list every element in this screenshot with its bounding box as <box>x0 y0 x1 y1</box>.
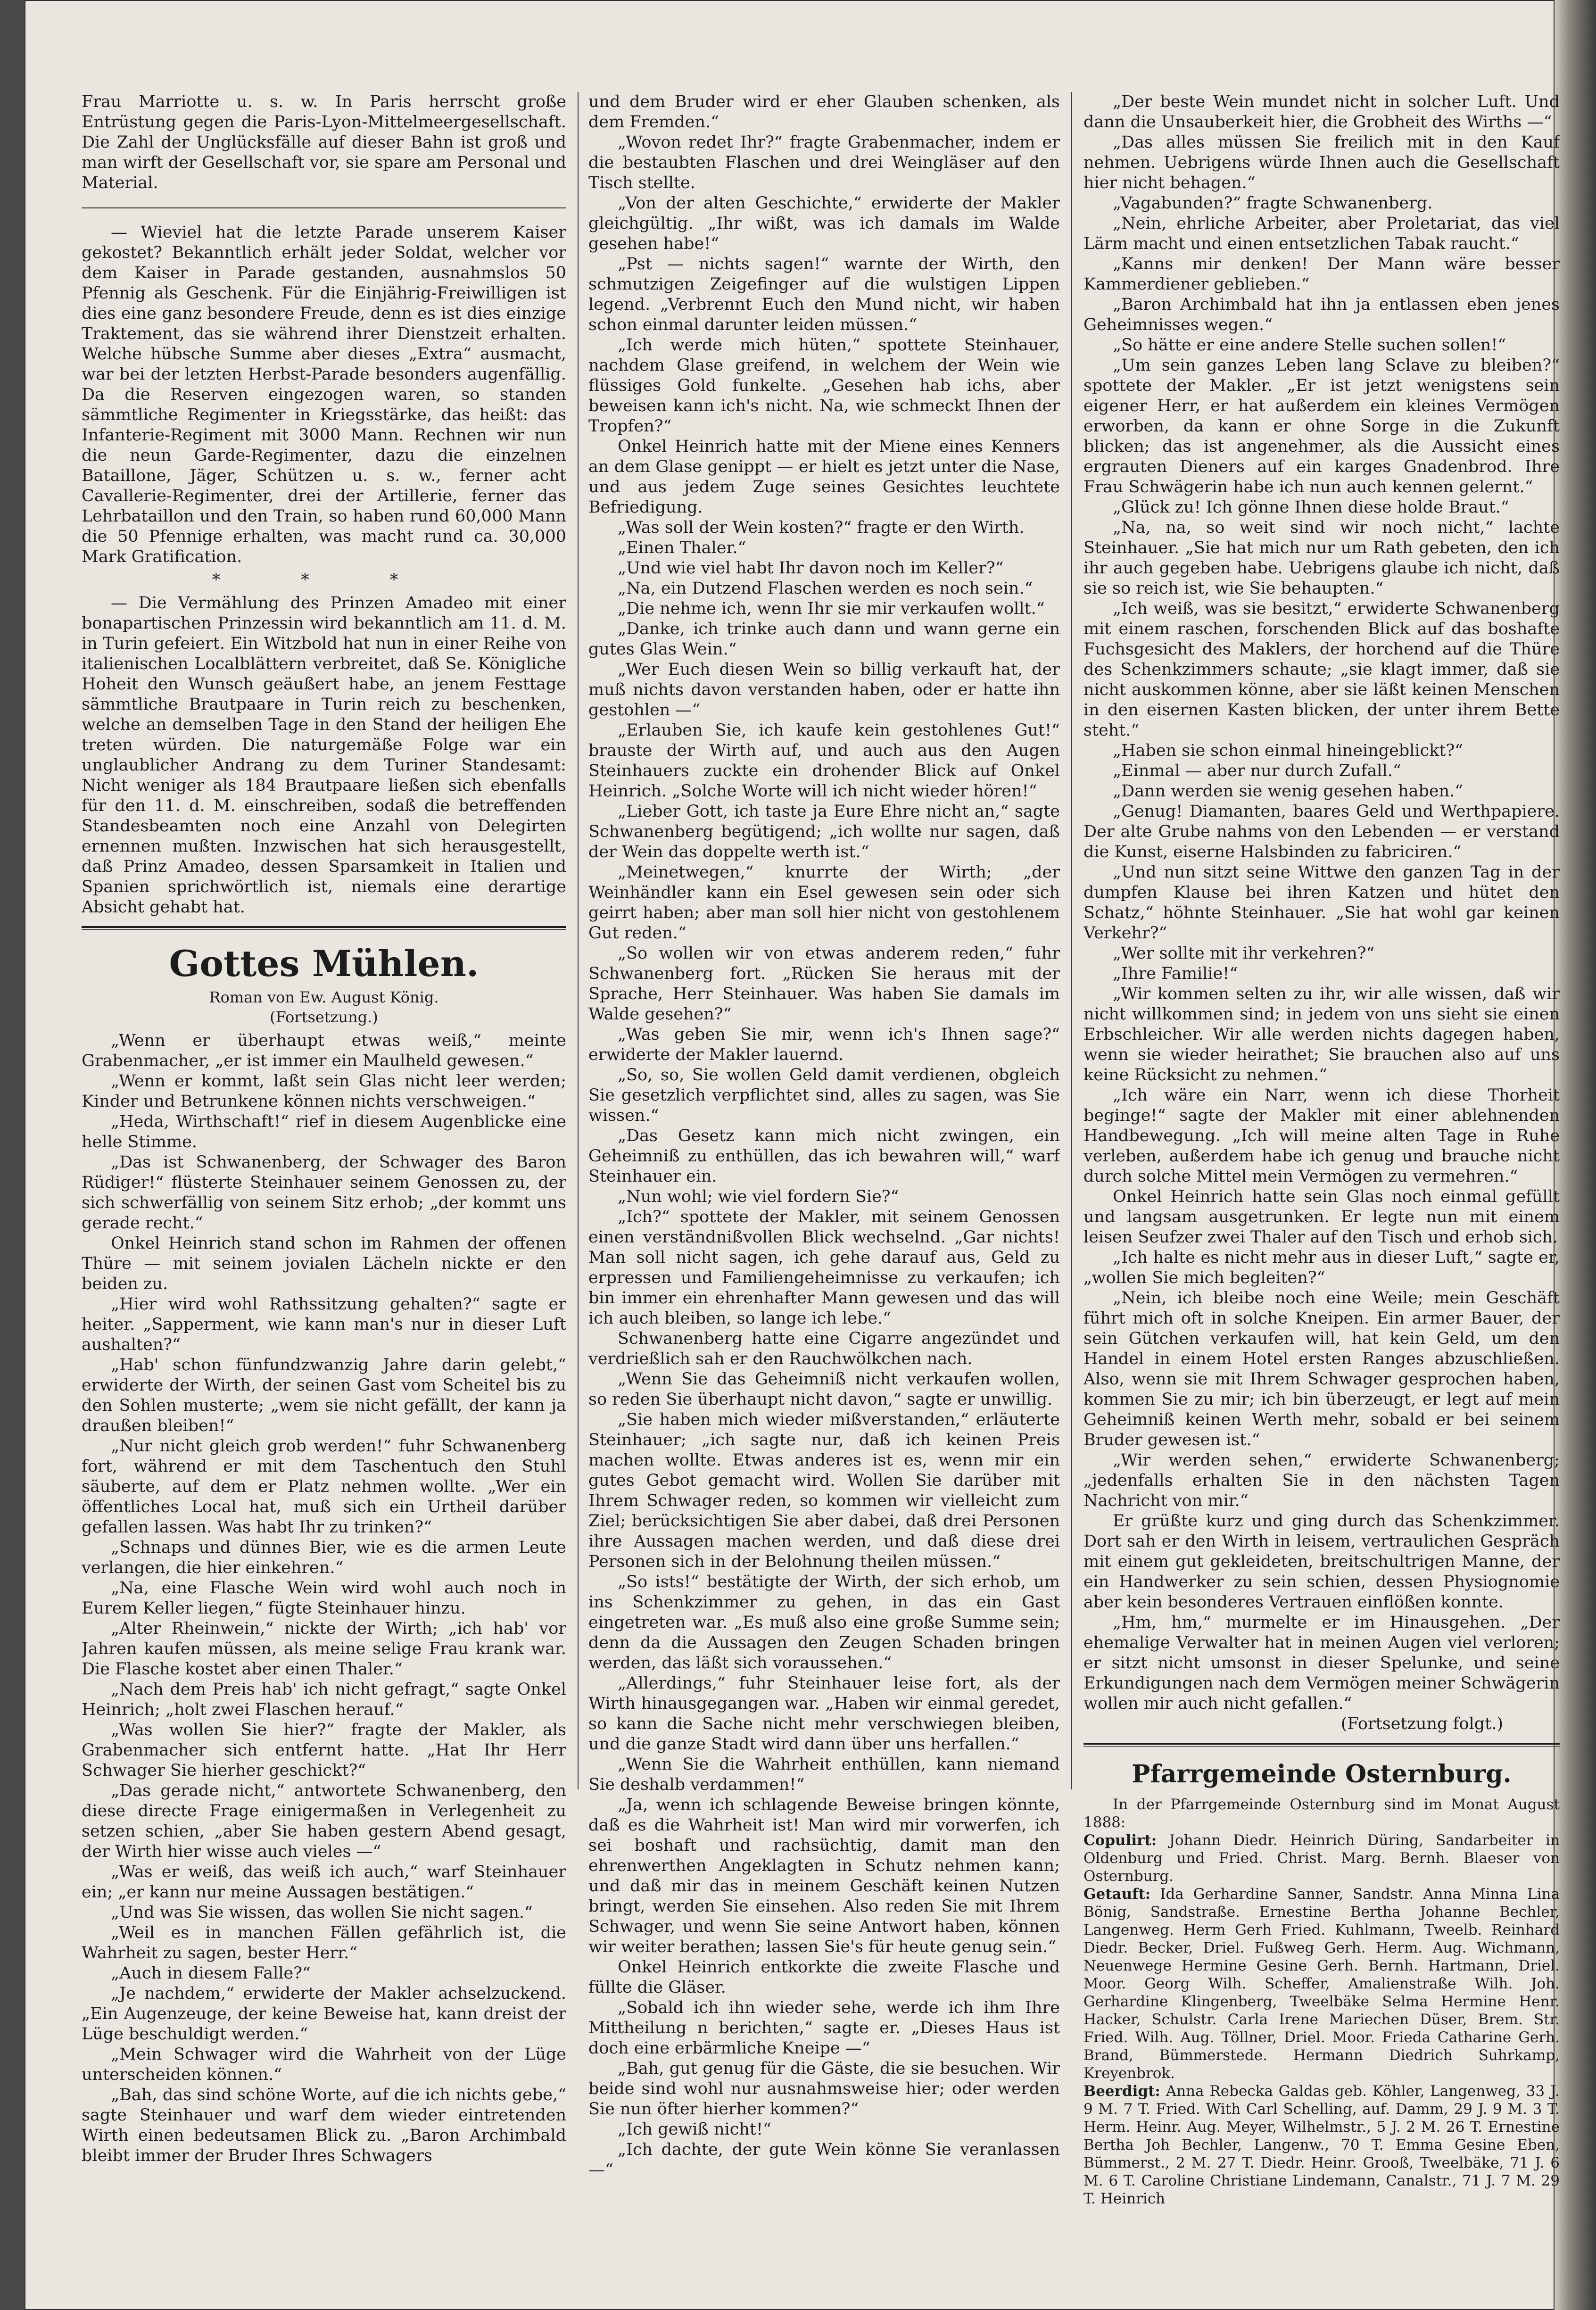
paragraph: „Die nehme ich, wenn Ihr sie mir verkaufen wollt.“ <box>618 599 1045 618</box>
paragraph: „Lieber Gott, ich taste ja Eure Ehre nicht an,“ sagte Schwanenberg begütigend; „ich wollte nur sagen, daß der Wein das doppelte werth ist.“ <box>588 802 1060 861</box>
beerdigt-label: Beerdigt: <box>1083 2083 1160 2100</box>
paragraph: „Was soll der Wein kosten?“ fragte er den Wirth. <box>618 518 1025 537</box>
paragraph: „Ich halte es nicht mehr aus in dieser Luft,“ sagte er, „wollen Sie mich begleiten?“ <box>1083 1248 1560 1287</box>
paragraph: „Wer Euch diesen Wein so billig verkauft hat, der muß nichts davon verstanden haben, oder er hatte ihn gestohlen —“ <box>588 660 1060 720</box>
paragraph: „Pst — nichts sagen!“ warnte der Wirth, den schmutzigen Zeigefinger auf die wulstigen Lippen legend. „Verbrennt Euch den Mund nicht, wir haben schon einmal darunter leiden müssen.“ <box>588 255 1060 334</box>
paragraph: „Kanns mir denken! Der Mann wäre besser Kammerdiener geblieben.“ <box>1083 255 1560 294</box>
paragraph: „Nun wohl; wie viel fordern Sie?“ <box>618 1187 899 1206</box>
copulirt-label: Copulirt: <box>1083 1832 1157 1849</box>
paragraph: „Das ist Schwanenberg, der Schwager des Baron Rüdiger!“ flüsterte Steinhauer seinem Genossen zu, der sich schwerfällig von seinem Sitz erhob; „der kommt uns gerade recht.“ <box>82 1153 566 1233</box>
paragraph: „Wenn er kommt, laßt sein Glas nicht leer werden; Kinder und Betrunkene können nichts verschweigen.“ <box>82 1072 566 1111</box>
paragraph: „Was geben Sie mir, wenn ich's Ihnen sage?“ erwiderte der Makler lauernd. <box>588 1025 1060 1064</box>
paragraph: „Wir werden sehen,“ erwiderte Schwanenberg; „jedenfalls erhalten Sie in den nächsten Tagen Nachricht von mir.“ <box>1083 1451 1560 1510</box>
paragraph: „Nein, ich bleibe noch eine Weile; mein Geschäft führt mich oft in solche Kneipen. Ein armer Bauer, der sein Gütchen verkaufen will, hat kein Geld, um den Handel in einem Hotel ersten Ranges abzuschließen. Also, wenn sie mit Ihrem Schwager gesprochen haben, kommen Sie zu mir; ich bin überzeugt, er legt auf mein Geheimniß keinen Werth mehr, sobald er bei seinem Bruder gewesen ist.“ <box>1083 1289 1560 1449</box>
paragraph: und dem Bruder wird er eher Glauben schenken, als dem Fremden.“ <box>588 92 1060 132</box>
paragraph: „Sie haben mich wieder mißverstanden,“ erläuterte Steinhauer; „ich sagte nur, daß ich keinen Preis machen wollte. Etwas anderes ist es, wenn mir ein gutes Gebot gemacht wird. Wollen Sie darüber mit Ihrem Schwager reden, so kommen wir vielleicht zum Ziel; berücksichtigen Sie aber dabei, daß drei Personen ihre Aussagen machen werden, und daß diese drei Personen sich in der Belohnung theilen müssen.“ <box>588 1410 1060 1571</box>
novel-title: Gottes Mühlen. <box>169 943 479 985</box>
paragraph: „Meinetwegen,“ knurrte der Wirth; „der Weinhändler kann ein Esel gewesen sein oder sich geirrt haben; aber man soll hier nicht von gestohlenem Gut reden.“ <box>588 863 1060 943</box>
paragraph: „Wenn Sie die Wahrheit enthüllen, kann niemand Sie deshalb verdammen!“ <box>588 1755 1060 1794</box>
paragraph: „Was wollen Sie hier?“ fragte der Makler, als Grabenmacher sich entfernt hatte. „Hat Ihr Herr Schwager Sie hierher geschickt?“ <box>82 1721 566 1780</box>
column-1 <box>82 92 566 2266</box>
getauft-list: Ida Gerhardine Sanner, Sandstr. Anna Minna Lina Bönig, Sandstraße. Ernestine Bertha Johanne Bechler, Langenweg. Herm Gerh Fried. Kuhlmann, Tweelb. Reinhard Diedr. Becker, Driel. Fußweg Gerh. Herm. Aug. Wichmann, Neuenwege Hermine Gesine Gerh. Bernh. Hartmann, Driel. Moor. Georg Wilh. Scheffer, Amalienstraße Wilh. Joh. Gerhardine Klingenberg, Tweelbäke Selma Hermine Henr. Hacker, Schulstr. Carla Irene Mariechen Düser, Brem. Str. Fried. Wilh. Aug. Töllner, Driel. Moor. Frieda Catharine Gerh. Brand, Bümmerstede. Hermann Diedrich Suhrkamp, Kreyenbrok. <box>1083 1886 1560 2082</box>
column-3 <box>1083 92 1560 2266</box>
paragraph: „So hätte er eine andere Stelle suchen sollen!“ <box>1113 336 1506 355</box>
novel-text <box>1083 92 1560 1714</box>
paragraph: „Danke, ich trinke auch dann und wann gerne ein gutes Glas Wein.“ <box>588 620 1060 659</box>
paragraph: „Hm, hm,“ murmelte er im Hinausgehen. „Der ehemalige Verwalter hat in meinen Augen viel verloren; er sitzt nicht umsonst in dieser Spelunke, und seine Erkundigungen nach dem Vermögen meiner Schwägerin wollen mir auch nicht gefallen.“ <box>1083 1613 1560 1713</box>
paragraph: „Was er weiß, das weiß ich auch,“ warf Steinhauer ein; „er kann nur meine Aussagen bestätigen.“ <box>82 1863 566 1902</box>
column-rule <box>1071 92 1072 1789</box>
getauft-label: Getauft: <box>1083 1886 1151 1903</box>
paragraph: „Das Gesetz kann mich nicht zwingen, ein Geheimniß zu enthüllen, das ich bewahren will,“ warf Steinhauer ein. <box>588 1126 1060 1186</box>
parish-intro: In der Pfarrgemeinde Osternburg sind im Monat August 1888: <box>1083 1796 1560 1831</box>
paragraph: Onkel Heinrich hatte sein Glas noch einmal gefüllt und langsam ausgetrunken. Er legte nun mit einem leisen Seufzer zwei Thaler auf den Tisch und erhob sich. <box>1083 1187 1560 1247</box>
separator-heavy <box>82 926 566 930</box>
paragraph: „Um sein ganzes Leben lang Sclave zu bleiben?“ spottete der Makler. „Er ist jetzt wenigstens sein eigener Herr, er hat außerdem ein kleines Vermögen erworben, da kann er ohne Sorge in die Zukunft blicken; das ist angenehmer, als die Aussicht eines ergrauten Dieners auf ein karges Gnadenbrod. Ihre Frau Schwägerin habe ich nun auch kennen gelernt.“ <box>1083 356 1560 497</box>
paragraph: „Der beste Wein mundet nicht in solcher Luft. Und dann die Unsauberkeit hier, die Grobheit des Wirths —“ <box>1083 92 1560 132</box>
news-paris-rail: Frau Marriotte u. s. w. In Paris herrscht große Entrüstung gegen die Paris-Lyon-Mittelmeergesellschaft. Die Zahl der Unglücksfälle auf dieser Bahn ist groß und man wirft der Gesellschaft vor, sie spare am Personal und Material. <box>82 92 566 192</box>
paragraph: „Hab' schon fünfundzwanzig Jahre darin gelebt,“ erwiderte der Wirth, der seinen Gast vom Scheitel bis zu den Sohlen musterte; „wem sie nicht gefällt, der kann ja draußen bleiben!“ <box>82 1356 566 1435</box>
paragraph: „Ja, wenn ich schlagende Beweise bringen könnte, daß es die Wahrheit ist! Man wird mir vorwerfen, ich sei boshaft und rachsüchtig, damit man den ehrenwerthen Angeklagten in Schutz nehmen kann; und daß mir das in meinem Geschäft keinen Nutzen bringt, werden Sie einsehen. Also reden Sie mit Ihrem Schwager, und wenn Sie seine Antwort haben, können wir weiter berathen; lassen Sie's für heute genug sein.“ <box>588 1796 1060 1956</box>
section-stars: * * * <box>212 571 436 589</box>
novel-text <box>82 1031 566 2166</box>
beerdigt-list: Anna Rebecka Galdas geb. Köhler, Langenweg, 33 J. 9 M. 7 T. Fried. With Carl Schelling, auf. Damm, 29 J. 9 M. 3 T. Herm. Heinr. Aug. Meyer, Wilhelmstr., 5 J. 2 M. 26 T. Ernestine Bertha Joh Bechler, Langenw., 70 T. Emma Gesine Eben, Bümmerst., 2 M. 27 T. Diedr. Heinr. Grooß, Tweelbäke, 71 J. 6 M. 6 T. Caroline Christiane Lindemann, Canalstr., 71 J. 7 M. 29 T. Heinrich <box>1083 2083 1560 2207</box>
paragraph: „Dann werden sie wenig gesehen haben.“ <box>1113 782 1464 801</box>
paragraph: „So, so, Sie wollen Geld damit verdienen, obgleich Sie gesetzlich verpflichtet sind, alles zu sagen, was Sie wissen.“ <box>588 1066 1060 1125</box>
paragraph: Onkel Heinrich entkorkte die zweite Flasche und füllte die Gläser. <box>588 1958 1060 1997</box>
paragraph: „Nach dem Preis hab' ich nicht gefragt,“ sagte Onkel Heinrich; „holt zwei Flaschen herauf.“ <box>82 1680 566 1719</box>
paragraph: „Und wie viel habt Ihr davon noch im Keller?“ <box>618 559 1004 578</box>
separator-heavy <box>1083 1743 1560 1747</box>
paragraph: „Baron Archimbald hat ihn ja entlassen eben jenes Geheimnisses wegen.“ <box>1083 295 1560 334</box>
news-parade: — Wieviel hat die letzte Parade unserem Kaiser gekostet? Bekanntlich erhält jeder Soldat, welcher vor dem Kaiser in Parade gestanden, ausnahmslos 50 Pfennig als Geschenk. Für die Einjährig-Freiwilligen ist dies eine ganz besondere Freude, denn es ist dies einzige Traktement, das sie während ihrer Dienstzeit erhalten. Welche hübsche Summe aber dieses „Extra“ ausmacht, war bei der letzten Herbst-Parade besonders augenfällig. Da die Reserven eingezogen waren, so standen sämmtliche Regimenter in Kriegsstärke, das heißt: das Infanterie-Regiment mit 3000 Mann. Rechnen wir nun die neun Garde-Regimenter, dazu die einzelnen Bataillone, Jäger, Schützen u. s. w., ferner acht Cavallerie-Regimenter, drei der Artillerie, ferner das Lehrbataillon und den Train, so haben rund 60,000 Mann die 50 Pfennige erhalten, was macht rund ca. 30,000 Mark Gratification. <box>82 223 566 566</box>
paragraph: „Nein, ehrliche Arbeiter, aber Proletariat, das viel Lärm macht und einen entsetzlichen Tabak raucht.“ <box>1083 214 1560 253</box>
paragraph: „Ihre Familie!“ <box>1113 964 1238 983</box>
paragraph: „Glück zu! Ich gönne Ihnen diese holde Braut.“ <box>1113 498 1509 517</box>
paragraph: „Bah, das sind schöne Worte, auf die ich nichts gebe,“ sagte Steinhauer und warf dem wieder eintretenden Wirth einen bedeutsamen Blick zu. „Baron Archimbald bleibt immer der Bruder Ihres Schwagers <box>82 2086 566 2165</box>
paragraph: „Mein Schwager wird die Wahrheit von der Lüge unterscheiden können.“ <box>82 2045 566 2084</box>
page-edge-shadow <box>1555 0 1596 2310</box>
paragraph: „Wovon redet Ihr?“ fragte Grabenmacher, indem er die bestaubten Flaschen und drei Weingläser auf den Tisch stellte. <box>588 133 1060 192</box>
paragraph: „Bah, gut genug für die Gäste, die sie besuchen. Wir beide sind wohl nur ausnahmsweise hier; oder werden Sie nun öfter hierher kommen?“ <box>588 2059 1060 2119</box>
paragraph: „Hier wird wohl Rathssitzung gehalten?“ sagte er heiter. „Sapperment, wie kann man's nur in dieser Luft aushalten?“ <box>82 1295 566 1354</box>
paragraph: „Allerdings,“ fuhr Steinhauer leise fort, als der Wirth hinausgegangen war. „Haben wir einmal geredet, so kann die Sache nicht mehr verschwiegen bleiben, und die ganze Stadt wird dann über uns herfallen.“ <box>588 1674 1060 1754</box>
copulirt-list: Johann Diedr. Heinrich Düring, Sandarbeiter in Oldenburg und Fried. Christ. Marg. Bernh. Blaeser von Osternburg. <box>1083 1832 1560 1885</box>
novel-continuation: (Fortsetzung.) <box>270 1008 378 1026</box>
paragraph: „Heda, Wirthschaft!“ rief in diesem Augenblicke eine helle Stimme. <box>82 1112 566 1151</box>
paragraph: „Genug! Diamanten, baares Geld und Werthpapiere. Der alte Grube nahms von den Lebenden — er verstand die Kunst, eiserne Halsbinden zu fabriciren.“ <box>1083 802 1560 861</box>
paragraph: Onkel Heinrich hatte mit der Miene eines Kenners an dem Glase genippt — er hielt es jetzt unter die Nase, und aus jedem Zuge seines Gesichtes leuchtete Befriedigung. <box>588 437 1060 517</box>
paragraph: „Und was Sie wissen, das wollen Sie nicht sagen.“ <box>111 1903 533 1922</box>
paragraph: „Schnaps und dünnes Bier, wie es die armen Leute verlangen, die hier einkehren.“ <box>82 1538 566 1577</box>
paragraph: „Nur nicht gleich grob werden!“ fuhr Schwanenberg fort, während er mit dem Taschentuch den Stuhl säuberte, auf dem er Platz nehmen wollte. „Wer ein öffentliches Local hat, muß sich ein Urtheil darüber gefallen lassen. Was habt Ihr zu trinken?“ <box>82 1437 566 1537</box>
paragraph: „So wollen wir von etwas anderem reden,“ fuhr Schwanenberg fort. „Rücken Sie heraus mit der Sprache, Herr Steinhauer. Was haben Sie damals im Walde gesehen?“ <box>588 944 1060 1024</box>
paragraph: „Auch in diesem Falle?“ <box>111 1964 311 1983</box>
paragraph: „Ich weiß, was sie besitzt,“ erwiderte Schwanenberg mit einem raschen, forschenden Blick auf das boshafte Fuchsgesicht des Maklers, der horchend auf die Thüre des Schenkzimmers schaute; „sie klagt immer, daß sie nicht auskommen könne, aber sie läßt keinen Menschen in den eisernen Kasten blicken, der unter ihrem Bette steht.“ <box>1083 599 1560 740</box>
paragraph: „Haben sie schon einmal hineingeblickt?“ <box>1113 741 1464 760</box>
paragraph: „Einmal — aber nur durch Zufall.“ <box>1113 762 1401 780</box>
parish-title: Pfarrgemeinde Osternburg. <box>1132 1760 1512 1788</box>
separator <box>82 207 566 208</box>
paragraph: „Na, na, so weit sind wir noch nicht,“ lachte Steinhauer. „Sie hat mich nur um Rath gebeten, den ich ihr auch gegeben habe. Uebrigens glaube ich nicht, daß sie so reich ist, wie Sie behaupten.“ <box>1083 518 1560 598</box>
paragraph: „Je nachdem,“ erwiderte der Makler achselzuckend. „Ein Augenzeuge, der keine Beweise hat, kann dreist der Lüge beschuldigt werden.“ <box>82 1984 566 2044</box>
paragraph: „Ich werde mich hüten,“ spottete Steinhauer, nachdem Glase greifend, in welchem der Wein wie flüssiges Gold funkelte. „Gesehen hab ichs, aber beweisen kann ich's nicht. Na, wie schmeckt Ihnen der Tropfen?“ <box>588 336 1060 436</box>
paragraph: „Sobald ich ihn wieder sehe, werde ich ihm Ihre Mittheilung n berichten,“ sagte er. „Dieses Haus ist doch eine erbärmliche Kneipe —“ <box>588 1998 1060 2058</box>
paragraph: „Wer sollte mit ihr verkehren?“ <box>1113 944 1375 963</box>
news-wedding: — Die Vermählung des Prinzen Amadeo mit einer bonapartischen Prinzessin wird bekanntlich am 11. d. M. in Turin gefeiert. Ein Witzbold hat nun in einer Reihe von italienischen Localblättern verbreitet, daß Se. Königliche Hoheit den Wunsch geäußert habe, an jenem Festtage sämmtliche Brautpaare in Turin reich zu beschenken, welche an demselben Tage in den Stand der heiligen Ehe treten würden. Die naturgemäße Folge war ein unglaublicher Andrang zu dem Turiner Standesamt: Nicht weniger als 184 Brautpaare ließen sich ebenfalls für den 11. d. M. einschreiben, sodaß die betreffenden Standesbeamten noch eine Anzahl von Delegirten ernennen mußten. Inzwischen hat sich herausgestellt, daß Prinz Amadeo, dessen Sparsamkeit in Italien und Spanien sprichwörtlich ist, niemals eine derartige Absicht gehabt hat. <box>82 594 566 917</box>
paragraph: Er grüßte kurz und ging durch das Schenkzimmer. Dort sah er den Wirth in leisem, vertraulichen Gespräch mit einem gut gekleideten, breitschultrigen Manne, der ein Handwerker zu sein schien, dessen Physiognomie aber kein besonderes Vertrauen einflößen konnte. <box>1083 1512 1560 1612</box>
paragraph: „Ich dachte, der gute Wein könne Sie veranlassen —“ <box>588 2140 1060 2179</box>
paragraph: „Na, eine Flasche Wein wird wohl auch noch in Eurem Keller liegen,“ fügte Steinhauer hinzu. <box>82 1579 566 1618</box>
paragraph: „Vagabunden?“ fragte Schwanenberg. <box>1113 194 1433 213</box>
paragraph: „So ists!“ bestätigte der Wirth, der sich erhob, um ins Schenkzimmer zu gehen, in das ein Gast eingetreten war. „Es muß also eine große Summe sein; denn da die Aussagen den Zeugen Schaden bringen werden, das läßt sich voraussehen.“ <box>588 1573 1060 1672</box>
paragraph: „Einen Thaler.“ <box>618 538 746 557</box>
paragraph: „Weil es in manchen Fällen gefährlich ist, die Wahrheit zu sagen, bester Herr.“ <box>82 1923 566 1962</box>
novel-byline: Roman von Ew. August König. <box>209 988 439 1006</box>
paragraph: „Das gerade nicht,“ antwortete Schwanenberg, den diese directe Frage einigermaßen in Verlegenheit zu setzen schien, „aber Sie haben gestern Abend gesagt, der Wirth hier wisse auch vieles —“ <box>82 1781 566 1861</box>
paragraph: „Ich gewiß nicht!“ <box>618 2120 771 2139</box>
paragraph: „Wir kommen selten zu ihr, wir alle wissen, daß wir nicht willkommen sind; in jedem von uns sieht sie einen Erbschleicher. Wir alle werden nichts dagegen haben, wenn sie wieder heirathet; Sie brauchen also auf uns keine Rücksicht zu nehmen.“ <box>1083 985 1560 1085</box>
paragraph: „Na, ein Dutzend Flaschen werden es noch sein.“ <box>618 579 1033 598</box>
paragraph: „Und nun sitzt seine Wittwe den ganzen Tag in der dumpfen Klause bei ihren Katzen und hütet den Schatz,“ höhnte Steinhauer. „Sie hat wohl gar keinen Verkehr?“ <box>1083 863 1560 943</box>
column-2 <box>588 92 1060 2266</box>
paragraph: Schwanenberg hatte eine Cigarre angezündet und verdrießlich sah er den Rauchwölkchen nach. <box>588 1329 1060 1368</box>
paragraph: „Erlauben Sie, ich kaufe kein gestohlenes Gut!“ brauste der Wirth auf, und auch aus den Augen Steinhauers zuckte ein drohender Blick auf Onkel Heinrich. „Solche Worte will ich nicht wieder hören!“ <box>588 721 1060 801</box>
paragraph: „Ich wäre ein Narr, wenn ich diese Thorheit beginge!“ sagte der Makler mit einer ablehnenden Handbewegung. „Ich will meine alten Tage in Ruhe verleben, außerdem habe ich genug und brauche nicht durch solche Mittel mein Vermögen zu vermehren.“ <box>1083 1086 1560 1186</box>
paragraph: „Wenn Sie das Geheimniß nicht verkaufen wollen, so reden Sie überhaupt nicht davon,“ sagte er unwillig. <box>588 1370 1060 1409</box>
paragraph: „Wenn er überhaupt etwas weiß,“ meinte Grabenmacher, „er ist immer ein Maulheld gewesen.“ <box>82 1031 566 1070</box>
to-be-continued: (Fortsetzung folgt.) <box>1340 1714 1503 1733</box>
paragraph: Onkel Heinrich stand schon im Rahmen der offenen Thüre — mit seinem jovialen Lächeln nickte er den beiden zu. <box>82 1234 566 1293</box>
paragraph: „Von der alten Geschichte,“ erwiderte der Makler gleichgültig. „Ihr wißt, was ich damals im Walde gesehen habe!“ <box>588 194 1060 253</box>
paragraph: „Alter Rheinwein,“ nickte der Wirth; „ich hab' vor Jahren kaufen müssen, als meine selige Frau krank war. Die Flasche kostet aber einen Thaler.“ <box>82 1619 566 1679</box>
novel-text <box>588 92 1060 2180</box>
paragraph: „Das alles müssen Sie freilich mit in den Kauf nehmen. Uebrigens würde Ihnen auch die Gesellschaft hier nicht behagen.“ <box>1083 133 1560 192</box>
paragraph: „Ich?“ spottete der Makler, mit seinem Genossen einen verständnißvollen Blick wechselnd. „Gar nichts! Man soll nicht sagen, ich gehe darauf aus, Geld zu erpressen und Familiengeheimnisse zu verkaufen; ich bin immer ein ehrenhafter Mann gewesen und das will ich auch bleiben, so lange ich lebe.“ <box>588 1208 1060 1328</box>
column-rule <box>578 92 579 1789</box>
